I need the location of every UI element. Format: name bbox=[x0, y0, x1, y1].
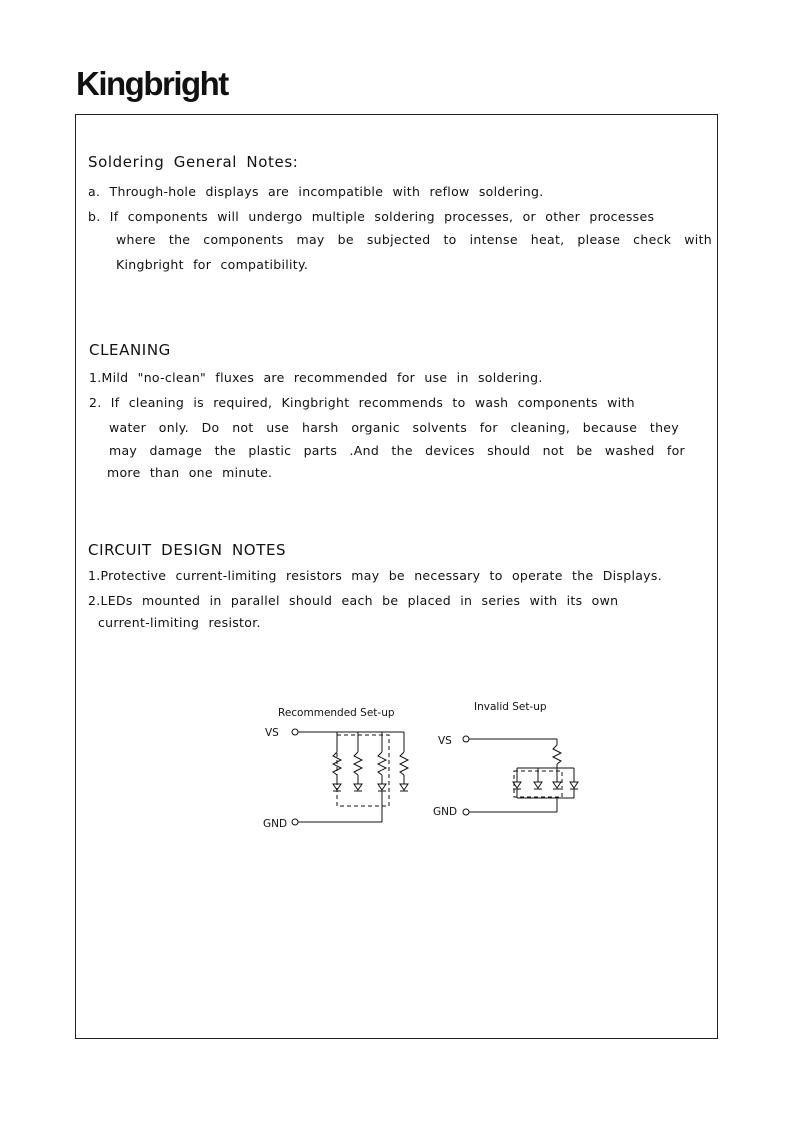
circuit-note-2-line2: current-limiting resistor. bbox=[98, 615, 261, 630]
invalid-gnd-label: GND bbox=[433, 806, 458, 818]
soldering-note-b-line1: b. If components will undergo multiple soldering processes, or other processes bbox=[88, 209, 655, 224]
circuit-heading: CIRCUIT DESIGN NOTES bbox=[88, 541, 287, 559]
cleaning-note-2-line4: more than one minute. bbox=[107, 465, 273, 480]
recommended-gnd-label: GND bbox=[263, 818, 288, 830]
invalid-vs-label: VS bbox=[438, 735, 452, 747]
circuit-note-1: 1.Protective current-limiting resistors may be necessary to operate the Displays. bbox=[88, 568, 662, 583]
recommended-setup-title: Recommended Set-up bbox=[278, 707, 395, 719]
cleaning-note-2-line2: water only. Do not use harsh organic solvents for cleaning, because they bbox=[109, 420, 679, 435]
cleaning-note-2-line1: 2. If cleaning is required, Kingbright recommends to wash components with bbox=[89, 395, 635, 410]
invalid-setup-schematic bbox=[463, 736, 578, 815]
soldering-note-b-line3: Kingbright for compatibility. bbox=[116, 257, 309, 272]
soldering-heading: Soldering General Notes: bbox=[88, 153, 299, 171]
cleaning-note-1: 1.Mild "no-clean" fluxes are recommended for use in soldering. bbox=[89, 370, 543, 385]
cleaning-heading: CLEANING bbox=[89, 341, 171, 359]
invalid-setup-title: Invalid Set-up bbox=[474, 701, 547, 713]
soldering-note-b-line2: where the components may be subjected to intense heat, please check with bbox=[116, 232, 712, 247]
recommended-vs-label: VS bbox=[265, 727, 279, 739]
soldering-note-a: a. Through-hole displays are incompatible with reflow soldering. bbox=[88, 184, 544, 199]
cleaning-note-2-line3: may damage the plastic parts .And the devices should not be washed for bbox=[109, 443, 685, 458]
circuit-note-2-line1: 2.LEDs mounted in parallel should each be placed in series with its own bbox=[88, 593, 619, 608]
recommended-setup-schematic bbox=[292, 729, 408, 825]
kingbright-logo: Kingbright bbox=[76, 65, 228, 102]
